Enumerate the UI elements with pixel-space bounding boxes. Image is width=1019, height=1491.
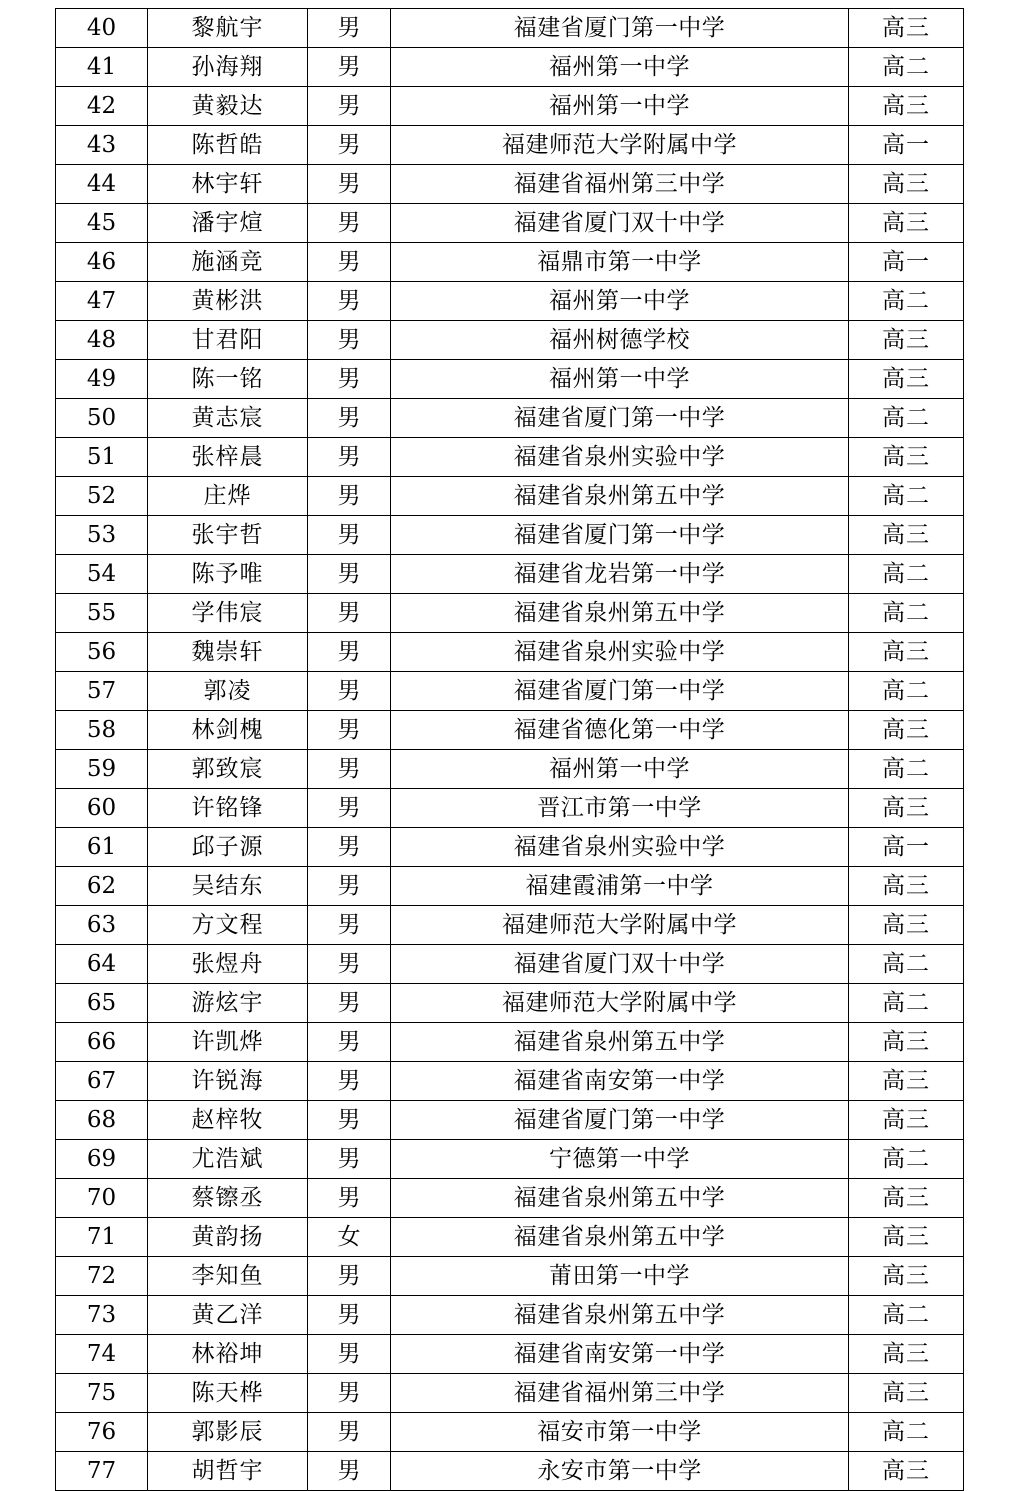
cell-sex: 女 [308,1218,391,1257]
cell-grade: 高三 [849,1335,964,1374]
cell-grade: 高三 [849,165,964,204]
cell-school: 福建省南安第一中学 [391,1335,849,1374]
table-row [56,1413,964,1452]
table-row [56,1179,964,1218]
cell-grade: 高二 [849,477,964,516]
table-row [56,906,964,945]
cell-grade: 高三 [849,1218,964,1257]
cell-grade: 高二 [849,1296,964,1335]
cell-index: 51 [56,438,148,477]
cell-school: 福建省厦门双十中学 [391,945,849,984]
table-row [56,1101,964,1140]
cell-index: 59 [56,750,148,789]
table-row [56,945,964,984]
cell-name: 张梓晨 [148,438,308,477]
table-row [56,1062,964,1101]
cell-school: 福建师范大学附属中学 [391,906,849,945]
table-row [56,1335,964,1374]
cell-sex: 男 [308,48,391,87]
cell-sex: 男 [308,828,391,867]
cell-grade: 高三 [849,9,964,48]
cell-sex: 男 [308,867,391,906]
cell-school: 福建师范大学附属中学 [391,126,849,165]
table-row [56,1023,964,1062]
cell-name: 张宇哲 [148,516,308,555]
cell-grade: 高二 [849,1413,964,1452]
table-row [56,204,964,243]
cell-sex: 男 [308,9,391,48]
cell-school: 福建省厦门第一中学 [391,399,849,438]
cell-sex: 男 [308,1335,391,1374]
cell-grade: 高三 [849,633,964,672]
cell-index: 75 [56,1374,148,1413]
table-row [56,282,964,321]
cell-sex: 男 [308,360,391,399]
cell-school: 莆田第一中学 [391,1257,849,1296]
cell-index: 49 [56,360,148,399]
cell-school: 福建省泉州实验中学 [391,633,849,672]
cell-index: 42 [56,87,148,126]
table-row [56,750,964,789]
cell-grade: 高二 [849,48,964,87]
cell-school: 福建省泉州第五中学 [391,1179,849,1218]
cell-name: 陈哲皓 [148,126,308,165]
cell-index: 74 [56,1335,148,1374]
cell-sex: 男 [308,672,391,711]
cell-sex: 男 [308,399,391,438]
table-row [56,672,964,711]
cell-name: 郭凌 [148,672,308,711]
cell-index: 40 [56,9,148,48]
cell-school: 福建省厦门双十中学 [391,204,849,243]
cell-sex: 男 [308,1452,391,1491]
cell-name: 许凯烨 [148,1023,308,1062]
cell-sex: 男 [308,1023,391,1062]
table-row [56,633,964,672]
cell-school: 福建省厦门第一中学 [391,672,849,711]
cell-name: 赵梓牧 [148,1101,308,1140]
cell-name: 孙海翔 [148,48,308,87]
cell-school: 福建省德化第一中学 [391,711,849,750]
cell-index: 73 [56,1296,148,1335]
cell-grade: 高二 [849,945,964,984]
cell-index: 57 [56,672,148,711]
cell-grade: 高三 [849,360,964,399]
cell-sex: 男 [308,165,391,204]
cell-grade: 高三 [849,204,964,243]
cell-grade: 高二 [849,399,964,438]
cell-name: 游炫宇 [148,984,308,1023]
cell-name: 吴结东 [148,867,308,906]
cell-grade: 高三 [849,87,964,126]
cell-grade: 高一 [849,828,964,867]
cell-sex: 男 [308,87,391,126]
cell-sex: 男 [308,984,391,1023]
table-row [56,1140,964,1179]
cell-index: 62 [56,867,148,906]
cell-sex: 男 [308,1413,391,1452]
table-row [56,165,964,204]
cell-name: 胡哲宇 [148,1452,308,1491]
cell-name: 李知鱼 [148,1257,308,1296]
table-row [56,126,964,165]
cell-school: 晋江市第一中学 [391,789,849,828]
cell-sex: 男 [308,1374,391,1413]
student-roster-table [55,8,964,1491]
cell-sex: 男 [308,1101,391,1140]
cell-grade: 高一 [849,243,964,282]
cell-sex: 男 [308,477,391,516]
cell-grade: 高三 [849,867,964,906]
cell-school: 福建省泉州第五中学 [391,594,849,633]
cell-index: 48 [56,321,148,360]
cell-sex: 男 [308,555,391,594]
cell-grade: 高二 [849,984,964,1023]
cell-grade: 高三 [849,516,964,555]
cell-school: 福州树德学校 [391,321,849,360]
table-row [56,399,964,438]
table-row [56,516,964,555]
cell-sex: 男 [308,204,391,243]
cell-school: 福建省泉州实验中学 [391,438,849,477]
cell-grade: 高二 [849,555,964,594]
table-row [56,984,964,1023]
cell-school: 福州第一中学 [391,750,849,789]
cell-name: 学伟宸 [148,594,308,633]
cell-grade: 高二 [849,594,964,633]
cell-sex: 男 [308,282,391,321]
cell-school: 福建省泉州第五中学 [391,1218,849,1257]
cell-name: 郭影辰 [148,1413,308,1452]
cell-name: 方文程 [148,906,308,945]
table-row [56,828,964,867]
cell-index: 52 [56,477,148,516]
cell-school: 福建省厦门第一中学 [391,1101,849,1140]
cell-name: 尤浩斌 [148,1140,308,1179]
cell-sex: 男 [308,516,391,555]
cell-name: 施涵竞 [148,243,308,282]
cell-school: 福安市第一中学 [391,1413,849,1452]
table-row [56,9,964,48]
cell-school: 福建省泉州第五中学 [391,477,849,516]
cell-name: 黄乙洋 [148,1296,308,1335]
cell-sex: 男 [308,945,391,984]
cell-sex: 男 [308,243,391,282]
cell-index: 65 [56,984,148,1023]
cell-school: 福建省龙岩第一中学 [391,555,849,594]
cell-name: 黄韵扬 [148,1218,308,1257]
table-row [56,243,964,282]
cell-index: 43 [56,126,148,165]
cell-sex: 男 [308,1179,391,1218]
cell-index: 45 [56,204,148,243]
cell-index: 41 [56,48,148,87]
cell-grade: 高一 [849,126,964,165]
table-row [56,867,964,906]
cell-name: 魏崇轩 [148,633,308,672]
cell-sex: 男 [308,1140,391,1179]
cell-index: 54 [56,555,148,594]
cell-grade: 高三 [849,711,964,750]
cell-index: 67 [56,1062,148,1101]
cell-index: 64 [56,945,148,984]
cell-index: 77 [56,1452,148,1491]
cell-school: 福建省福州第三中学 [391,1374,849,1413]
cell-grade: 高三 [849,1023,964,1062]
cell-school: 福建省南安第一中学 [391,1062,849,1101]
cell-name: 邱子源 [148,828,308,867]
cell-name: 陈天桦 [148,1374,308,1413]
cell-grade: 高三 [849,1101,964,1140]
cell-name: 蔡镲丞 [148,1179,308,1218]
table-row [56,477,964,516]
cell-index: 58 [56,711,148,750]
cell-sex: 男 [308,711,391,750]
cell-index: 72 [56,1257,148,1296]
cell-index: 63 [56,906,148,945]
cell-school: 福州第一中学 [391,360,849,399]
cell-school: 福建省泉州第五中学 [391,1296,849,1335]
cell-grade: 高三 [849,438,964,477]
table-row [56,1257,964,1296]
cell-grade: 高三 [849,1062,964,1101]
cell-sex: 男 [308,906,391,945]
cell-school: 福州第一中学 [391,48,849,87]
cell-name: 陈予唯 [148,555,308,594]
cell-name: 林剑槐 [148,711,308,750]
cell-school: 福建省泉州第五中学 [391,1023,849,1062]
cell-index: 71 [56,1218,148,1257]
table-row [56,555,964,594]
table-row [56,87,964,126]
cell-index: 70 [56,1179,148,1218]
cell-index: 60 [56,789,148,828]
cell-sex: 男 [308,438,391,477]
table-row [56,1452,964,1491]
cell-grade: 高三 [849,1452,964,1491]
cell-name: 庄烨 [148,477,308,516]
table-row [56,360,964,399]
cell-name: 甘君阳 [148,321,308,360]
cell-index: 68 [56,1101,148,1140]
cell-school: 福建省泉州实验中学 [391,828,849,867]
cell-grade: 高三 [849,321,964,360]
cell-name: 林宇轩 [148,165,308,204]
cell-index: 56 [56,633,148,672]
cell-sex: 男 [308,594,391,633]
cell-grade: 高三 [849,1179,964,1218]
cell-name: 黄毅达 [148,87,308,126]
cell-grade: 高二 [849,750,964,789]
cell-index: 53 [56,516,148,555]
cell-index: 46 [56,243,148,282]
cell-name: 潘宇煊 [148,204,308,243]
cell-school: 福建省厦门第一中学 [391,9,849,48]
cell-index: 69 [56,1140,148,1179]
cell-school: 福州第一中学 [391,87,849,126]
table-row [56,1374,964,1413]
cell-name: 黄志宸 [148,399,308,438]
cell-school: 福建霞浦第一中学 [391,867,849,906]
cell-grade: 高三 [849,1374,964,1413]
cell-grade: 高三 [849,906,964,945]
cell-sex: 男 [308,750,391,789]
cell-sex: 男 [308,126,391,165]
table-row [56,48,964,87]
cell-sex: 男 [308,633,391,672]
cell-name: 林裕坤 [148,1335,308,1374]
cell-index: 47 [56,282,148,321]
cell-index: 44 [56,165,148,204]
cell-index: 61 [56,828,148,867]
cell-school: 宁德第一中学 [391,1140,849,1179]
cell-name: 郭致宸 [148,750,308,789]
cell-sex: 男 [308,1257,391,1296]
cell-school: 福建省福州第三中学 [391,165,849,204]
cell-index: 55 [56,594,148,633]
cell-school: 永安市第一中学 [391,1452,849,1491]
cell-index: 50 [56,399,148,438]
cell-name: 陈一铭 [148,360,308,399]
table-row [56,321,964,360]
cell-grade: 高二 [849,1140,964,1179]
cell-name: 张煜舟 [148,945,308,984]
table-row [56,789,964,828]
table-row [56,438,964,477]
cell-index: 76 [56,1413,148,1452]
cell-grade: 高三 [849,789,964,828]
cell-sex: 男 [308,789,391,828]
cell-name: 黎航宇 [148,9,308,48]
cell-grade: 高二 [849,672,964,711]
cell-grade: 高三 [849,1257,964,1296]
table-row [56,1218,964,1257]
cell-sex: 男 [308,1062,391,1101]
cell-sex: 男 [308,1296,391,1335]
cell-school: 福建师范大学附属中学 [391,984,849,1023]
cell-name: 许铭锋 [148,789,308,828]
cell-school: 福建省厦门第一中学 [391,516,849,555]
table-row [56,711,964,750]
cell-grade: 高二 [849,282,964,321]
cell-index: 66 [56,1023,148,1062]
cell-sex: 男 [308,321,391,360]
table-row [56,594,964,633]
cell-school: 福州第一中学 [391,282,849,321]
cell-name: 许锐海 [148,1062,308,1101]
table-row [56,1296,964,1335]
cell-school: 福鼎市第一中学 [391,243,849,282]
cell-name: 黄彬洪 [148,282,308,321]
